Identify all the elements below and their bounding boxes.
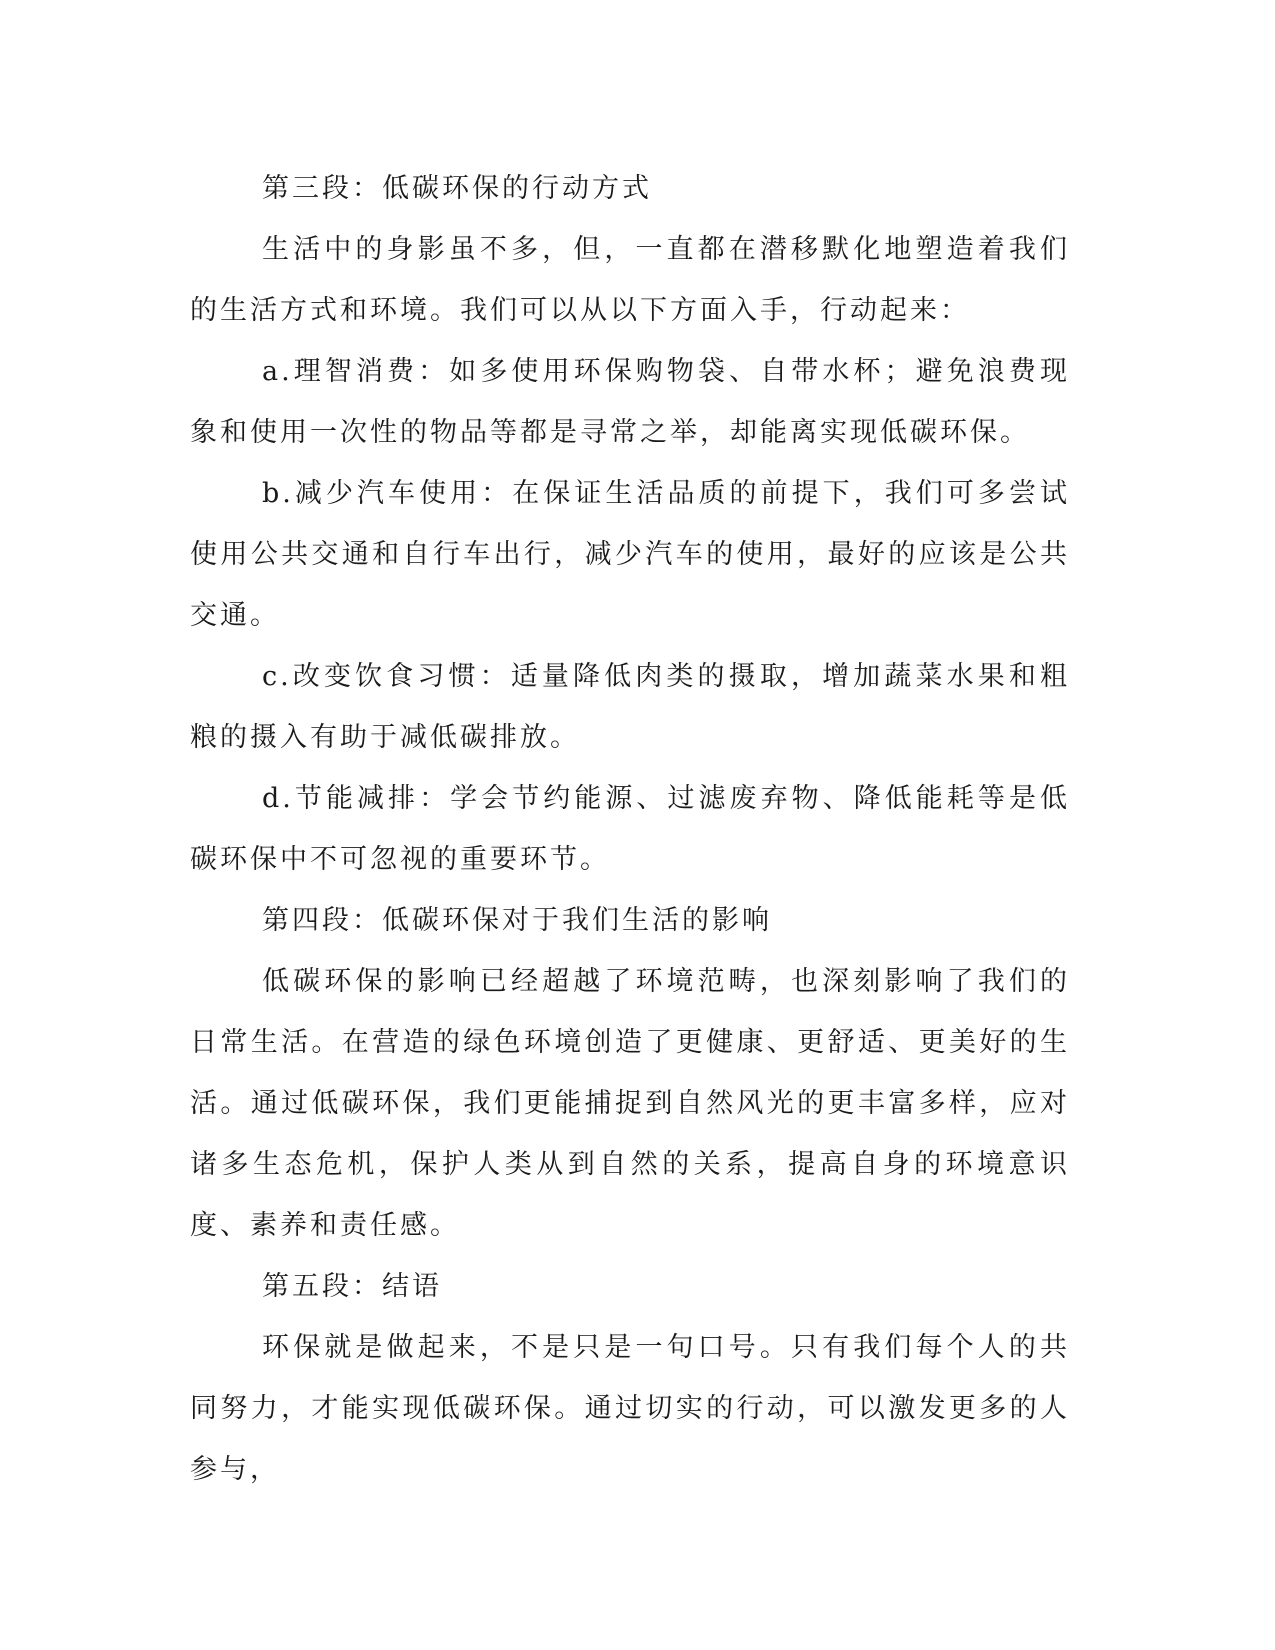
list-item-b: b.减少汽车使用：在保证生活品质的前提下，我们可多尝试使用公共交通和自行车出行，减少汽车的使用，最好的应该是公共交通。 xyxy=(190,478,1070,631)
section-heading-4: 第四段：低碳环保对于我们生活的影响 xyxy=(262,905,772,936)
list-item-c: c.改变饮食习惯：适量降低肉类的摄取，增加蔬菜水果和粗粮的摄入有助于减低碳排放。 xyxy=(190,661,1070,753)
section-heading-3: 第三段：低碳环保的行动方式 xyxy=(262,173,652,204)
body-paragraph: 环保就是做起来，不是只是一句口号。只有我们每个人的共同努力，才能实现低碳环保。通过切实的行动，可以激发更多的人参与， xyxy=(190,1332,1070,1485)
body-paragraph: 生活中的身影虽不多，但，一直都在潜移默化地塑造着我们的生活方式和环境。我们可以从以下方面入手，行动起来： xyxy=(190,234,1070,326)
document-body xyxy=(190,158,1070,1500)
list-item-a: a.理智消费：如多使用环保购物袋、自带水杯；避免浪费现象和使用一次性的物品等都是寻常之举，却能离实现低碳环保。 xyxy=(190,356,1070,448)
list-item-d: d.节能减排：学会节约能源、过滤废弃物、降低能耗等是低碳环保中不可忽视的重要环节。 xyxy=(190,783,1070,875)
section-heading-5: 第五段：结语 xyxy=(262,1271,442,1302)
body-paragraph: 低碳环保的影响已经超越了环境范畴，也深刻影响了我们的日常生活。在营造的绿色环境创造了更健康、更舒适、更美好的生活。通过低碳环保，我们更能捕捉到自然风光的更丰富多样，应对诸多生态危机，保护人类从到自然的关系，提高自身的环境意识度、素养和责任感。 xyxy=(190,966,1070,1241)
